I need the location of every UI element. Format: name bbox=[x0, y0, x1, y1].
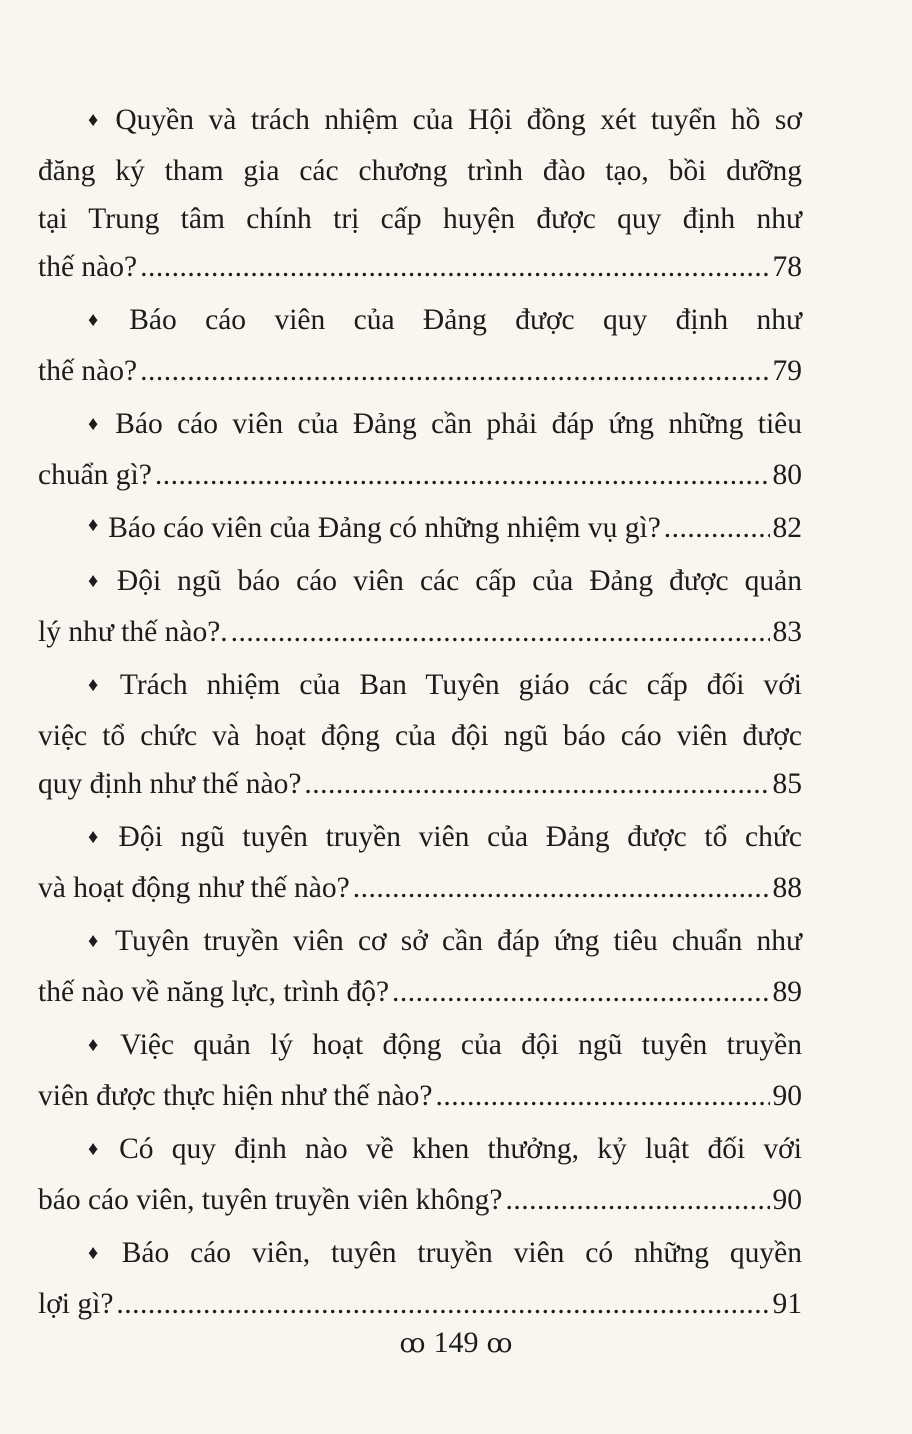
toc-entry bbox=[38, 296, 802, 395]
entry-line: ♦ Báo cáo viên, tuyên truyền viên có những quyền bbox=[88, 1237, 802, 1269]
diamond-bullet-icon: ♦ bbox=[88, 674, 110, 696]
entry-last-line[interactable] bbox=[38, 864, 802, 912]
entry-text: Báo cáo viên của Đảng có những nhiệm vụ gì? bbox=[108, 512, 661, 544]
page-number: 85 bbox=[772, 768, 802, 800]
diamond-bullet-icon: ♦ bbox=[88, 826, 109, 848]
toc-entry bbox=[38, 557, 802, 656]
page-number: 91 bbox=[772, 1288, 802, 1320]
diamond-bullet-icon: ♦ bbox=[88, 309, 120, 331]
right-ornament-icon: ꝏ bbox=[486, 1329, 513, 1358]
table-of-contents bbox=[38, 96, 802, 1333]
entry-text: chuẩn gì? bbox=[38, 459, 152, 491]
toc-entry bbox=[38, 1125, 802, 1224]
left-ornament-icon: ꝏ bbox=[399, 1329, 426, 1358]
page-number: 90 bbox=[772, 1184, 802, 1216]
page-footer bbox=[0, 1326, 912, 1360]
entry-line: ♦ Đội ngũ báo cáo viên các cấp của Đảng được quản bbox=[88, 565, 802, 597]
page-number: 88 bbox=[772, 872, 802, 904]
toc-entry bbox=[38, 813, 802, 912]
diamond-bullet-icon: ♦ bbox=[88, 1034, 111, 1056]
entry-line: việc tổ chức và hoạt động của đội ngũ báo cáo viên được bbox=[38, 720, 802, 752]
toc-entry bbox=[38, 96, 802, 291]
entry-last-line[interactable] bbox=[38, 968, 802, 1016]
entry-line: đăng ký tham gia các chương trình đào tạo, bồi dưỡng bbox=[38, 155, 802, 187]
page-number: 79 bbox=[772, 355, 802, 387]
page-number: 80 bbox=[772, 459, 802, 491]
diamond-bullet-icon: ♦ bbox=[88, 109, 106, 131]
entry-line: ♦ Tuyên truyền viên cơ sở cần đáp ứng tiêu chuẩn như bbox=[88, 925, 802, 957]
diamond-bullet-icon: ♦ bbox=[88, 1242, 112, 1264]
entry-line: ♦ Đội ngũ tuyên truyền viên của Đảng được tổ chức bbox=[88, 821, 802, 853]
toc-entry bbox=[38, 504, 802, 552]
entry-text: lý như thế nào?. bbox=[38, 616, 228, 648]
page-number: 82 bbox=[772, 512, 802, 544]
toc-entry bbox=[38, 917, 802, 1016]
entry-last-line[interactable] bbox=[38, 243, 802, 291]
dot-leader bbox=[505, 1176, 769, 1224]
diamond-bullet-icon: ♦ bbox=[88, 1138, 110, 1160]
diamond-bullet-icon: ♦ bbox=[88, 514, 99, 536]
entry-text: lợi gì? bbox=[38, 1288, 114, 1320]
page-number: 78 bbox=[772, 251, 802, 283]
page-number: 83 bbox=[772, 616, 802, 648]
page-number: 90 bbox=[772, 1080, 802, 1112]
entry-line: ♦ Báo cáo viên của Đảng cần phải đáp ứng những tiêu bbox=[88, 408, 802, 440]
dot-leader bbox=[155, 451, 770, 499]
entry-last-line[interactable] bbox=[38, 1280, 802, 1328]
entry-line: ♦ Trách nhiệm của Ban Tuyên giáo các cấp đối với bbox=[88, 669, 802, 701]
entry-text: và hoạt động như thế nào? bbox=[38, 872, 350, 904]
entry-line: tại Trung tâm chính trị cấp huyện được quy định như bbox=[38, 203, 802, 235]
entry-text: thế nào về năng lực, trình độ? bbox=[38, 976, 390, 1008]
footer-page-number: 149 bbox=[433, 1326, 479, 1359]
dot-leader bbox=[140, 243, 769, 291]
diamond-bullet-icon: ♦ bbox=[88, 413, 106, 435]
entry-text: viên được thực hiện như thế nào? bbox=[38, 1080, 433, 1112]
toc-entry bbox=[38, 400, 802, 499]
dot-leader bbox=[116, 1280, 769, 1328]
entry-last-line[interactable] bbox=[38, 504, 802, 552]
entry-text: thế nào? bbox=[38, 355, 138, 387]
entry-last-line[interactable] bbox=[38, 1176, 802, 1224]
toc-entry bbox=[38, 1229, 802, 1328]
dot-leader bbox=[392, 968, 769, 1016]
entry-line: ♦ Báo cáo viên của Đảng được quy định như bbox=[88, 304, 802, 336]
dot-leader bbox=[140, 347, 769, 395]
entry-line: ♦ Quyền và trách nhiệm của Hội đồng xét tuyển hồ sơ bbox=[88, 104, 802, 136]
entry-text: thế nào? bbox=[38, 251, 138, 283]
entry-last-line[interactable] bbox=[38, 608, 802, 656]
entry-last-line[interactable] bbox=[38, 451, 802, 499]
page-number: 89 bbox=[772, 976, 802, 1008]
entry-line: ♦ Có quy định nào về khen thưởng, kỷ luật đối với bbox=[88, 1133, 802, 1165]
dot-leader bbox=[353, 864, 770, 912]
dot-leader bbox=[231, 608, 770, 656]
toc-entry bbox=[38, 661, 802, 808]
diamond-bullet-icon: ♦ bbox=[88, 570, 107, 592]
entry-text: báo cáo viên, tuyên truyền viên không? bbox=[38, 1184, 503, 1216]
entry-line: ♦ Việc quản lý hoạt động của đội ngũ tuyên truyền bbox=[88, 1029, 802, 1061]
dot-leader bbox=[436, 1072, 770, 1120]
dot-leader bbox=[664, 504, 770, 552]
entry-text: quy định như thế nào? bbox=[38, 768, 302, 800]
dot-leader bbox=[304, 760, 769, 808]
entry-last-line[interactable] bbox=[38, 347, 802, 395]
entry-last-line[interactable] bbox=[38, 760, 802, 808]
toc-entry bbox=[38, 1021, 802, 1120]
diamond-bullet-icon: ♦ bbox=[88, 930, 105, 952]
entry-last-line[interactable] bbox=[38, 1072, 802, 1120]
